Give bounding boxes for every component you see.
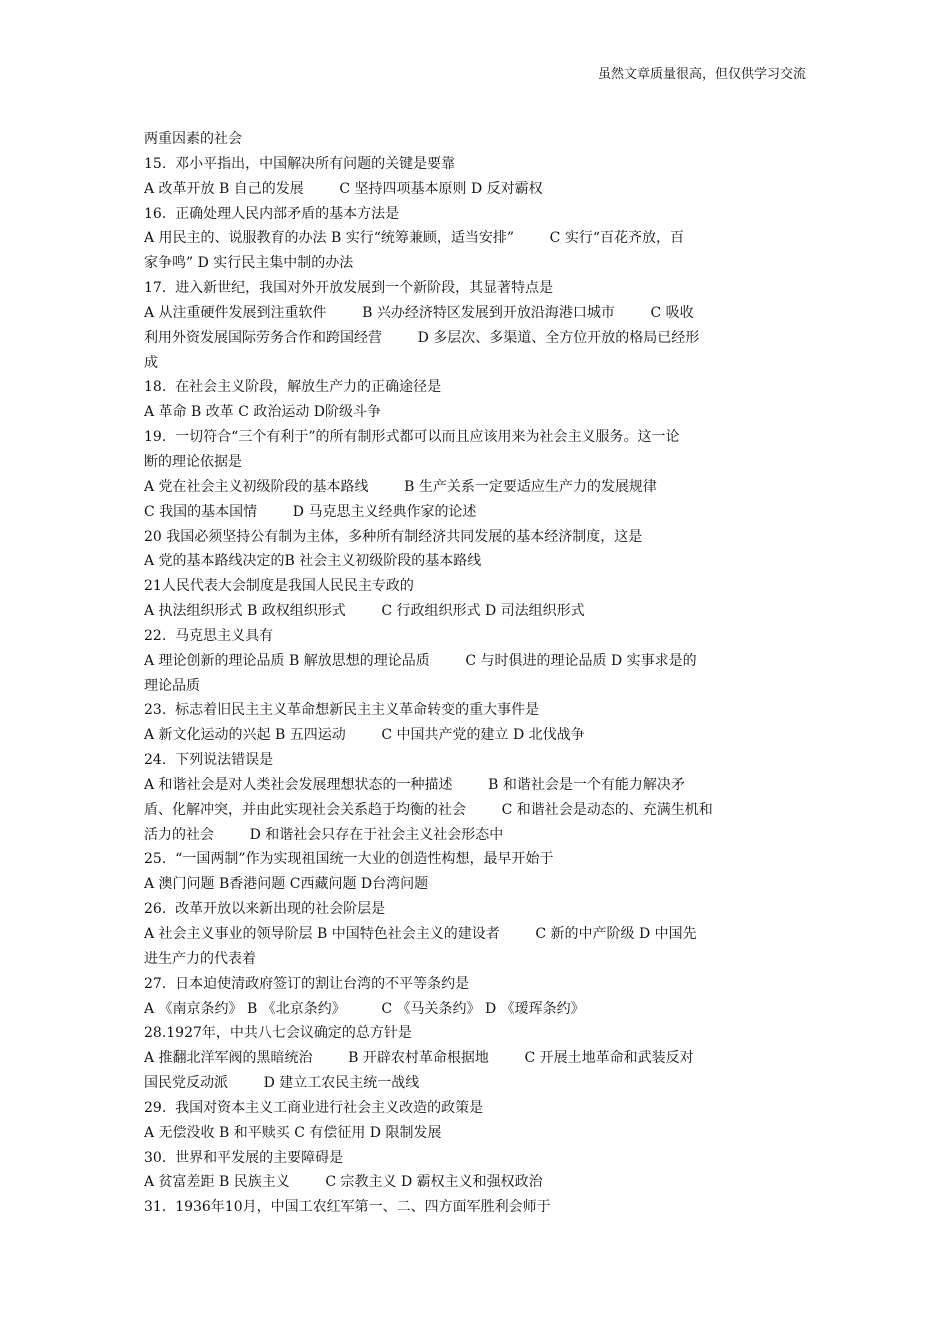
text-line: A 党在社会主义初级阶段的基本路线 B 生产关系一定要适应生产力的发展规律	[144, 478, 657, 495]
text-line: 17. 进入新世纪，我国对外开放发展到一个新阶段，其显著特点是	[144, 280, 554, 297]
text-line: A 理论创新的理论品质 B 解放思想的理论品质 C 与时俱进的理论品质 D 实事求是的	[144, 652, 697, 669]
text-line: 断的理论依据是	[144, 453, 242, 470]
text-line: 成	[144, 354, 158, 371]
text-line: 19. 一切符合“三个有利于”的所有制形式都可以而且应该用来为社会主义服务。这一论	[144, 429, 680, 446]
text-line: 31. 1936年10月，中国工农红军第一、二、四方面军胜利会师于	[144, 1199, 551, 1216]
text-line: 18. 在社会主义阶段，解放生产力的正确途径是	[144, 379, 442, 396]
text-line: 理论品质	[144, 677, 200, 694]
page-header-note: 虽然文章质量很高，但仅供学习交流	[597, 67, 806, 82]
text-line: A 无偿没收 B 和平赎买 C 有偿征用 D 限制发展	[144, 1124, 442, 1141]
text-line: A 改革开放 B 自己的发展 C 坚持四项基本原则 D 反对霸权	[144, 180, 543, 197]
text-line: A 革命 B 改革 C 政治运动 D阶级斗争	[144, 404, 382, 421]
text-line: 27. 日本迫使清政府签订的割让台湾的不平等条约是	[144, 975, 470, 992]
text-line: A 推翻北洋军阀的黑暗统治 B 开辟农村革命根据地 C 开展土地革命和武装反对	[144, 1050, 694, 1067]
text-line: 盾、化解冲突，并由此实现社会关系趋于均衡的社会 C 和谐社会是动态的、充满生机和	[144, 801, 713, 818]
text-line: 24. 下列说法错误是	[144, 752, 274, 769]
text-line: A 用民主的、说服教育的办法 B 实行“统筹兼顾，适当安排” C 实行“百花齐放，百	[144, 230, 684, 247]
text-line: 20 我国必须坚持公有制为主体，多种所有制经济共同发展的基本经济制度，这是	[144, 528, 643, 545]
text-line: C 我国的基本国情 D 马克思主义经典作家的论述	[144, 503, 477, 520]
text-line: A 澳门问题 B香港问题 C西藏问题 D台湾问题	[144, 876, 429, 893]
text-line: A 《南京条约》 B 《北京条约》 C 《马关条约》 D 《瑷珲条约》	[144, 1000, 585, 1017]
text-line: 进生产力的代表着	[144, 950, 256, 967]
text-line: 29. 我国对资本主义工商业进行社会主义改造的政策是	[144, 1099, 484, 1116]
text-line: 21人民代表大会制度是我国人民民主专政的	[144, 578, 414, 595]
text-line: 15. 邓小平指出，中国解决所有问题的关键是要靠	[144, 155, 456, 172]
text-line: 两重因素的社会	[144, 131, 242, 147]
text-line: 国民党反动派 D 建立工农民主统一战线	[144, 1075, 420, 1092]
text-line: 16. 正确处理人民内部矛盾的基本方法是	[144, 205, 400, 222]
text-line: 利用外资发展国际劳务合作和跨国经营 D 多层次、多渠道、全方位开放的格局已经形	[144, 329, 700, 346]
text-line: A 从注重硬件发展到注重软件 B 兴办经济特区发展到开放沿海港口城市 C 吸收	[144, 304, 694, 321]
text-line: 23. 标志着旧民主主义革命想新民主主义革命转变的重大事件是	[144, 702, 540, 719]
text-line: 家争鸣” D 实行民主集中制的办法	[144, 255, 354, 272]
text-line: 22. 马克思主义具有	[144, 627, 274, 644]
text-line: 30. 世界和平发展的主要障碍是	[144, 1149, 344, 1166]
text-line: 28.1927年，中共八七会议确定的总方针是	[144, 1025, 412, 1042]
text-line: A 和谐社会是对人类社会发展理想状态的一种描述 B 和谐社会是一个有能力解决矛	[144, 776, 685, 793]
text-line: 25. “一国两制”作为实现祖国统一大业的创造性构想，最早开始于	[144, 851, 554, 868]
text-line: A 党的基本路线决定的B 社会主义初级阶段的基本路线	[144, 553, 482, 570]
text-line: 26. 改革开放以来新出现的社会阶层是	[144, 901, 386, 918]
text-line: A 新文化运动的兴起 B 五四运动 C 中国共产党的建立 D 北伐战争	[144, 727, 585, 744]
text-line: A 执法组织形式 B 政权组织形式 C 行政组织形式 D 司法组织形式	[144, 603, 585, 620]
text-line: A 社会主义事业的领导阶层 B 中国特色社会主义的建设者 C 新的中产阶级 D 中国先	[144, 926, 697, 942]
text-line: 活力的社会 D 和谐社会只存在于社会主义社会形态中	[144, 826, 504, 843]
text-line: A 贫富差距 B 民族主义 C 宗教主义 D 霸权主义和强权政治	[144, 1174, 543, 1191]
document-body	[144, 127, 809, 1220]
